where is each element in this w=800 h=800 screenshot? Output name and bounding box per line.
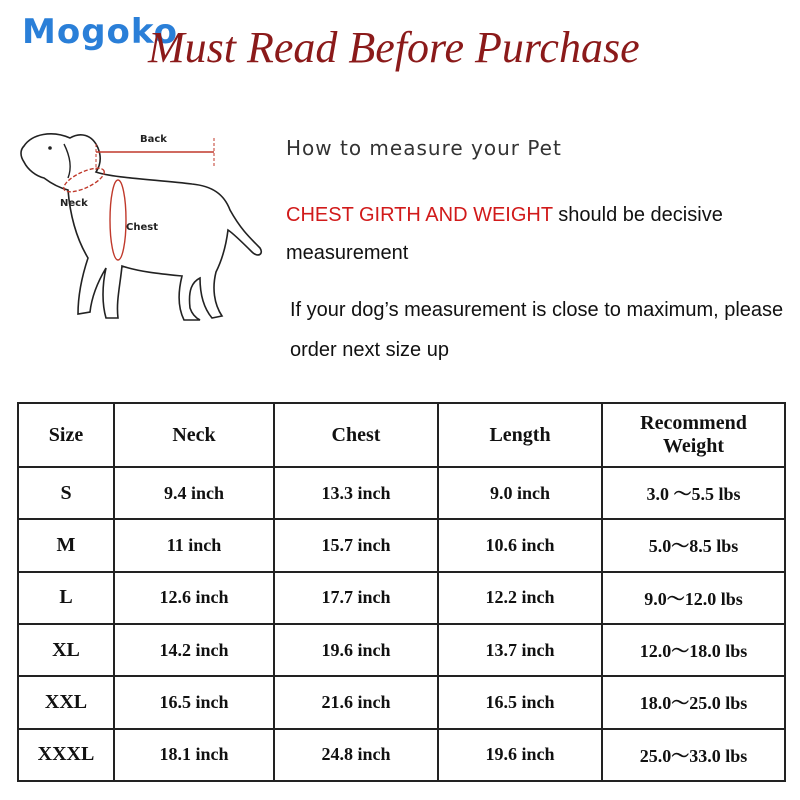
size-chart-table [17, 402, 786, 782]
measure-title: How to measure your Pet [286, 136, 562, 160]
size-up-advice: If your dog’s measurement is close to maximum, please order next size up [290, 299, 784, 361]
cell-neck: 18.1 inch [114, 729, 274, 781]
header-length: Length [438, 403, 602, 467]
cell-chest: 24.8 inch [274, 729, 438, 781]
cell-length: 10.6 inch [438, 519, 602, 571]
back-label: Back [140, 134, 167, 145]
cell-chest: 21.6 inch [274, 676, 438, 728]
chest-label: Chest [126, 222, 158, 233]
cell-neck: 16.5 inch [114, 676, 274, 728]
cell-weight: 25.0～33.0 lbs [602, 729, 785, 781]
cell-length: 19.6 inch [438, 729, 602, 781]
decisive-rest: should be decisive measurement [286, 204, 723, 264]
cell-length: 9.0 inch [438, 467, 602, 519]
cell-size: L [18, 572, 114, 624]
decisive-note [286, 196, 786, 272]
cell-size: XL [18, 624, 114, 676]
header-neck: Neck [114, 403, 274, 467]
header-chest: Chest [274, 403, 438, 467]
cell-size: M [18, 519, 114, 571]
cell-neck: 9.4 inch [114, 467, 274, 519]
table-row [18, 676, 785, 728]
cell-neck: 11 inch [114, 519, 274, 571]
cell-chest: 19.6 inch [274, 624, 438, 676]
table-header-row [18, 403, 785, 467]
header-weight: Recommend Weight [602, 403, 785, 467]
cell-size: S [18, 467, 114, 519]
table-row [18, 467, 785, 519]
header-size: Size [18, 403, 114, 467]
cell-length: 16.5 inch [438, 676, 602, 728]
cell-length: 13.7 inch [438, 624, 602, 676]
table-row [18, 624, 785, 676]
cell-chest: 15.7 inch [274, 519, 438, 571]
cell-chest: 17.7 inch [274, 572, 438, 624]
table-row [18, 572, 785, 624]
cell-weight: 3.0 ～5.5 lbs [602, 467, 785, 519]
dog-measurement-diagram [12, 118, 272, 334]
cell-neck: 14.2 inch [114, 624, 274, 676]
cell-size: XXXL [18, 729, 114, 781]
cell-weight: 5.0～8.5 lbs [602, 519, 785, 571]
table-row [18, 729, 785, 781]
cell-weight: 12.0～18.0 lbs [602, 624, 785, 676]
cell-chest: 13.3 inch [274, 467, 438, 519]
cell-neck: 12.6 inch [114, 572, 274, 624]
page-headline: Must Read Before Purchase [148, 23, 640, 72]
cell-length: 12.2 inch [438, 572, 602, 624]
cell-size: XXL [18, 676, 114, 728]
cell-weight: 9.0～12.0 lbs [602, 572, 785, 624]
neck-label: Neck [60, 198, 88, 209]
brand-logo: Mogoko [22, 12, 178, 52]
decisive-highlight: CHEST GIRTH AND WEIGHT [286, 204, 553, 226]
cell-weight: 18.0～25.0 lbs [602, 676, 785, 728]
table-row [18, 519, 785, 571]
